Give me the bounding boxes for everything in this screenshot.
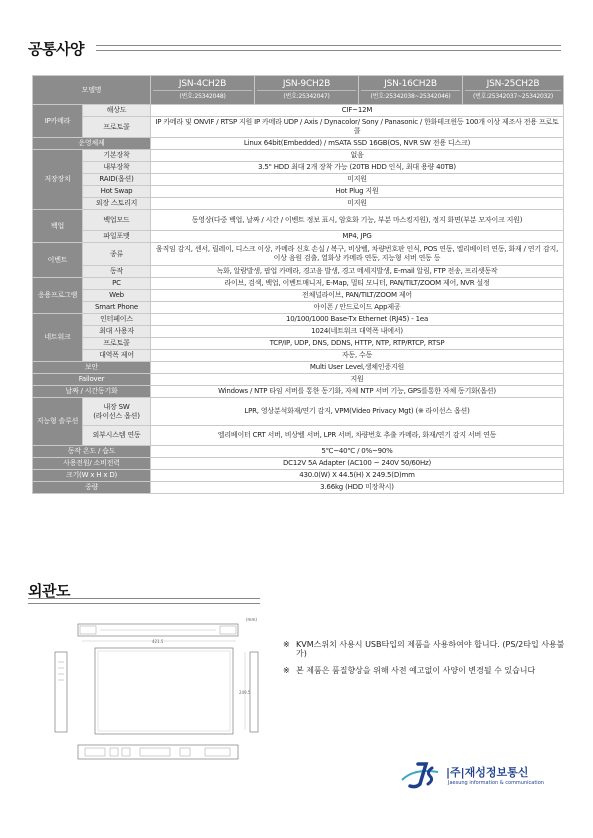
note-mark: ※ xyxy=(283,666,290,675)
dim-depth: 249.5 xyxy=(239,690,251,695)
row-value: TCP/IP, UDP, DNS, DDNS, HTTP, NTP, RTP/RTCP, RTSP xyxy=(151,338,564,350)
category-env: 동작 온도 / 습도 xyxy=(33,446,151,458)
category-ipcam: IP카메라 xyxy=(33,105,83,138)
company-name: |주|재성정보통신 xyxy=(446,766,529,779)
table-row xyxy=(33,386,564,398)
row-value: 지원 xyxy=(151,374,564,386)
model-name: JSN-4CH2B xyxy=(153,78,252,91)
row-value: Hot Plug 지원 xyxy=(151,186,564,198)
category-app: 응용프로그램 xyxy=(33,278,83,314)
category-network: 네트워크 xyxy=(33,314,83,362)
row-value: LPR, 영상분석화재/연기 감지, VPM(Video Privacy Mgt) (※ 라이선스 옵션) xyxy=(151,398,564,426)
row-value: 동영상(다중 백업, 날짜 / 시간 / 이벤트 정보 표시, 암호화 기능, 부분 마스킹지원), 정지 화면(부분 모자이크 지원) xyxy=(151,210,564,231)
row-label: Hot Swap xyxy=(83,186,151,198)
category-failover: Failover xyxy=(33,374,151,386)
drawing-unit: (mm) xyxy=(246,617,257,622)
table-row xyxy=(33,105,564,117)
table-row xyxy=(33,470,564,482)
row-value: Multi User Level,생체인증지원 xyxy=(151,362,564,374)
row-label: 동작 xyxy=(83,266,151,278)
row-label: 외부시스템 연동 xyxy=(83,426,151,446)
table-row xyxy=(33,243,564,266)
category-weight: 중량 xyxy=(33,482,151,494)
model-label: 모델명 xyxy=(33,76,151,105)
note-item xyxy=(283,640,573,658)
section-rule xyxy=(96,45,561,51)
category-backup: 백업 xyxy=(33,210,83,243)
row-value: 10/100/1000 Base-Tx Ethernet (RJ45) - 1ea xyxy=(151,314,564,326)
row-label: 내부장착 xyxy=(83,162,151,174)
row-value: 3.66kg (HDD 미장착시) xyxy=(151,482,564,494)
table-row xyxy=(33,117,564,138)
row-label: 파일포맷 xyxy=(83,231,151,243)
row-label: 백업모드 xyxy=(83,210,151,231)
table-row xyxy=(33,150,564,162)
model-code: (번호:25342038~25342046) xyxy=(370,93,451,100)
model-code: (번호:25342037~25342032) xyxy=(472,93,553,100)
model-code: (번호:25342047) xyxy=(283,93,330,100)
category-os: 운영체제 xyxy=(33,138,151,150)
table-row xyxy=(33,350,564,362)
logo-mark-icon xyxy=(398,760,442,790)
row-value: 미지원 xyxy=(151,198,564,210)
table-header-row xyxy=(33,76,564,105)
table-row xyxy=(33,446,564,458)
spec-table xyxy=(32,75,564,494)
row-value: DC12V 5A Adapter (AC100 ~ 240V 50/60Hz) xyxy=(151,458,564,470)
category-intelligent: 지능형 솔루션 xyxy=(33,398,83,446)
row-value: 녹화, 알람발생, 팝업 카메라, 경고음 발생, 경고 메세지발생, E-mail 알림, FTP 전송, 프리셋동작 xyxy=(151,266,564,278)
row-value: 엘리베이터 CRT 서버, 비상벨 서버, LPR 서버, 차량번호 추출 카메라, 화재/연기 감지 서버 연동 xyxy=(151,426,564,446)
table-row xyxy=(33,198,564,210)
row-value: 전체널라이브, PAN/TILT/ZOOM 제어 xyxy=(151,290,564,302)
category-size: 크기(W x H x D) xyxy=(33,470,151,482)
table-row xyxy=(33,290,564,302)
model-header xyxy=(255,76,359,105)
company-logo xyxy=(398,760,558,790)
category-timesync: 날짜 / 시간동기화 xyxy=(33,386,151,398)
row-label: RAID(옵션) xyxy=(83,174,151,186)
row-value: 430.0(W) X 44.5(H) X 249.5(D)mm xyxy=(151,470,564,482)
row-label: PC xyxy=(83,278,151,290)
row-value: 없음 xyxy=(151,150,564,162)
table-row xyxy=(33,231,564,243)
row-label: 해상도 xyxy=(83,105,151,117)
row-label: 종류 xyxy=(83,243,151,266)
row-value: 1024(네트워크 대역폭 내에서) xyxy=(151,326,564,338)
table-row xyxy=(33,278,564,290)
category-storage: 저장장치 xyxy=(33,150,83,210)
dim-width: 421.5 xyxy=(152,639,164,644)
spec-section-title: 공통사양 xyxy=(28,40,84,58)
note-text: 본 제품은 품질향상을 위해 사전 예고없이 사양이 변경될 수 있습니다 xyxy=(296,666,536,675)
table-row xyxy=(33,138,564,150)
category-event: 이벤트 xyxy=(33,243,83,278)
row-label: 대역폭 제어 xyxy=(83,350,151,362)
notes xyxy=(283,640,573,683)
row-value: CIF~12M xyxy=(151,105,564,117)
table-row xyxy=(33,302,564,314)
row-value: Windows / NTP 타임 서버를 통한 동기화, 자체 NTP 서버 기능, GPS를통한 자체 동기화(옵션) xyxy=(151,386,564,398)
exterior-section-title: 외관도 xyxy=(28,582,70,600)
table-row xyxy=(33,314,564,326)
row-label: 인터페이스 xyxy=(83,314,151,326)
model-code: (번호:25342048) xyxy=(179,93,226,100)
row-value: Linux 64bit(Embedded) / mSATA SSD 16GB(OS, NVR SW 전용 디스크) xyxy=(151,138,564,150)
model-header xyxy=(151,76,255,105)
table-row xyxy=(33,326,564,338)
table-row xyxy=(33,162,564,174)
row-value: 움직임 감지, 센서, 릴레이, 디스크 이상, 카메라 신호 손실 / 복구, 비상벨, 차량번호판 인식, POS 연동, 엘리베이터 연동, 화재 / 연기 감지, 이상 음원 검출, 열화상 카메라 연동, 지능형 서버 연동 등 xyxy=(151,243,564,266)
row-value: 자동, 수동 xyxy=(151,350,564,362)
left-side-view xyxy=(55,652,67,732)
table-row xyxy=(33,338,564,350)
row-value: 아이폰 / 안드로이드 App제공 xyxy=(151,302,564,314)
table-row xyxy=(33,426,564,446)
row-value: 3.5" HDD 최대 2개 장착 가능 (20TB HDD 인식, 최대 용량 40TB) xyxy=(151,162,564,174)
table-row xyxy=(33,398,564,426)
row-value: MP4, JPG xyxy=(151,231,564,243)
section-rule xyxy=(28,598,260,604)
model-name: JSN-25CH2B xyxy=(465,78,561,91)
model-header xyxy=(463,76,564,105)
company-subtitle: Jaesung information & communication xyxy=(448,780,544,786)
table-row xyxy=(33,266,564,278)
row-label: 기본장착 xyxy=(83,150,151,162)
table-row xyxy=(33,458,564,470)
row-value: 라이브, 검색, 백업, 이벤트매니저, E-Map, 멀티 모니터, PAN/TILT/ZOOM 제어, NVR 설정 xyxy=(151,278,564,290)
table-row xyxy=(33,362,564,374)
row-label: Smart Phone xyxy=(83,302,151,314)
model-name: JSN-16CH2B xyxy=(361,78,460,91)
right-side-view xyxy=(250,652,258,732)
category-security: 보안 xyxy=(33,362,151,374)
front-view xyxy=(78,624,238,644)
row-label: 프로토콜 xyxy=(83,117,151,138)
table-row xyxy=(33,482,564,494)
row-label: 프로토콜 xyxy=(83,338,151,350)
note-text: KVM스위치 사용시 USB타입의 제품을 사용하여야 합니다. (PS/2타입 사용불가) xyxy=(296,640,565,658)
note-mark: ※ xyxy=(283,640,290,649)
table-row xyxy=(33,186,564,198)
top-view xyxy=(95,648,251,734)
model-name: JSN-9CH2B xyxy=(257,78,356,91)
table-row xyxy=(33,210,564,231)
row-value: 미지원 xyxy=(151,174,564,186)
row-label: Web xyxy=(83,290,151,302)
exterior-drawing xyxy=(40,612,270,770)
row-label: 외장 스토리지 xyxy=(83,198,151,210)
model-header xyxy=(359,76,463,105)
table-row xyxy=(33,174,564,186)
category-power: 사용전원/ 소비전력 xyxy=(33,458,151,470)
row-value: 5℃~40℃ / 0%~90% xyxy=(151,446,564,458)
row-label: 내장 SW (라이선스 옵션) xyxy=(83,398,151,426)
row-value: IP 카메라 및 ONVIF / RTSP 지원 IP 카메라 UDP / Axis / Dynacolor/ Sony / Panasonic / 한화테크윈등 100개 이상 제조사 전용 프로토콜 xyxy=(151,117,564,138)
row-label: 최대 사용자 xyxy=(83,326,151,338)
rear-view xyxy=(78,745,238,759)
table-row xyxy=(33,374,564,386)
note-item xyxy=(283,666,573,675)
